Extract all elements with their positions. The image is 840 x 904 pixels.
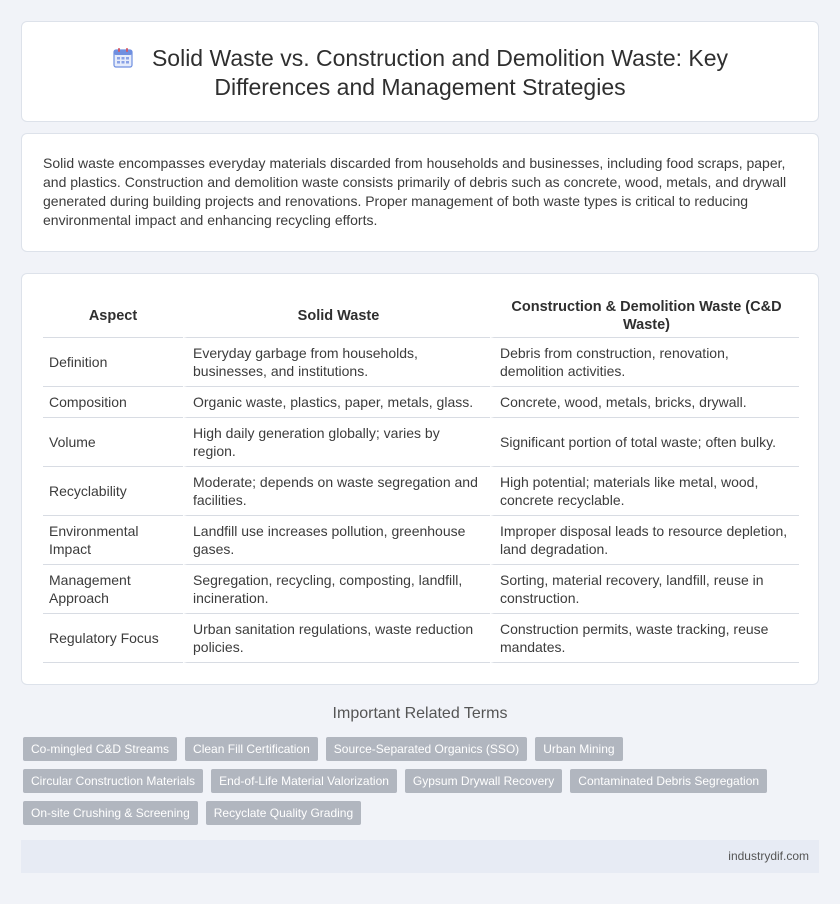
related-term-tag[interactable]: Recyclate Quality Grading [206,801,361,825]
cell-cd: High potential; materials like metal, wood, concrete recyclable. [490,467,799,516]
footer-site-link[interactable]: industrydif.com [728,849,809,863]
table-row [43,516,799,565]
related-term-tag[interactable]: End-of-Life Material Valorization [211,769,397,793]
related-term-tag[interactable]: Contaminated Debris Segregation [570,769,767,793]
cell-cd: Construction permits, waste tracking, reuse mandates. [490,614,799,663]
related-term-tag[interactable]: On-site Crushing & Screening [23,801,198,825]
cell-aspect: Recyclability [43,467,183,516]
cell-solid: Moderate; depends on waste segregation and facilities. [183,467,490,516]
related-term-tag[interactable]: Circular Construction Materials [23,769,203,793]
related-term-tag[interactable]: Source-Separated Organics (SSO) [326,737,527,761]
header-solid-waste: Solid Waste [183,294,490,338]
cell-solid: Organic waste, plastics, paper, metals, glass. [183,387,490,418]
cell-aspect: Volume [43,418,183,467]
table-row [43,467,799,516]
calendar-icon [112,47,134,69]
header-cd-waste: Construction & Demolition Waste (C&D Waste) [490,294,799,338]
cell-cd: Sorting, material recovery, landfill, reuse in construction. [490,565,799,614]
table-row [43,565,799,614]
page-title: Solid Waste vs. Construction and Demolition Waste: Key Differences and Management Strategies [151,45,729,100]
comparison-card [21,273,819,685]
footer [21,840,819,873]
cell-aspect: Definition [43,338,183,387]
cell-aspect: Management Approach [43,565,183,614]
comparison-table [43,294,799,663]
cell-cd: Significant portion of total waste; often bulky. [490,418,799,467]
table-header-row [43,294,799,338]
intro-card [21,133,819,252]
cell-cd: Improper disposal leads to resource depletion, land degradation. [490,516,799,565]
cell-solid: Everyday garbage from households, businesses, and institutions. [183,338,490,387]
page-title-row [22,44,818,102]
intro-paragraph: Solid waste encompasses everyday materials discarded from households and businesses, including food scraps, paper, and plastics. Construction and demolition waste consists primarily of debris such as concrete, wood, metals, and drywall generated during building projects and renovations. Proper management of both waste types is critical to reducing environmental impact and enhancing recycling efforts. [43,155,787,228]
cell-aspect: Composition [43,387,183,418]
cell-aspect: Regulatory Focus [43,614,183,663]
table-row [43,338,799,387]
cell-cd: Debris from construction, renovation, demolition activities. [490,338,799,387]
related-term-tag[interactable]: Urban Mining [535,737,622,761]
table-row [43,418,799,467]
cell-solid: High daily generation globally; varies by region. [183,418,490,467]
title-card [21,21,819,122]
related-terms-list [23,737,803,825]
cell-cd: Concrete, wood, metals, bricks, drywall. [490,387,799,418]
related-term-tag[interactable]: Gypsum Drywall Recovery [405,769,562,793]
cell-solid: Urban sanitation regulations, waste reduction policies. [183,614,490,663]
cell-aspect: Environmental Impact [43,516,183,565]
table-row [43,387,799,418]
table-row [43,614,799,663]
related-terms-title: Important Related Terms [332,705,508,722]
related-term-tag[interactable]: Clean Fill Certification [185,737,318,761]
header-aspect: Aspect [43,294,183,338]
related-term-tag[interactable]: Co-mingled C&D Streams [23,737,177,761]
cell-solid: Landfill use increases pollution, greenhouse gases. [183,516,490,565]
cell-solid: Segregation, recycling, composting, landfill, incineration. [183,565,490,614]
